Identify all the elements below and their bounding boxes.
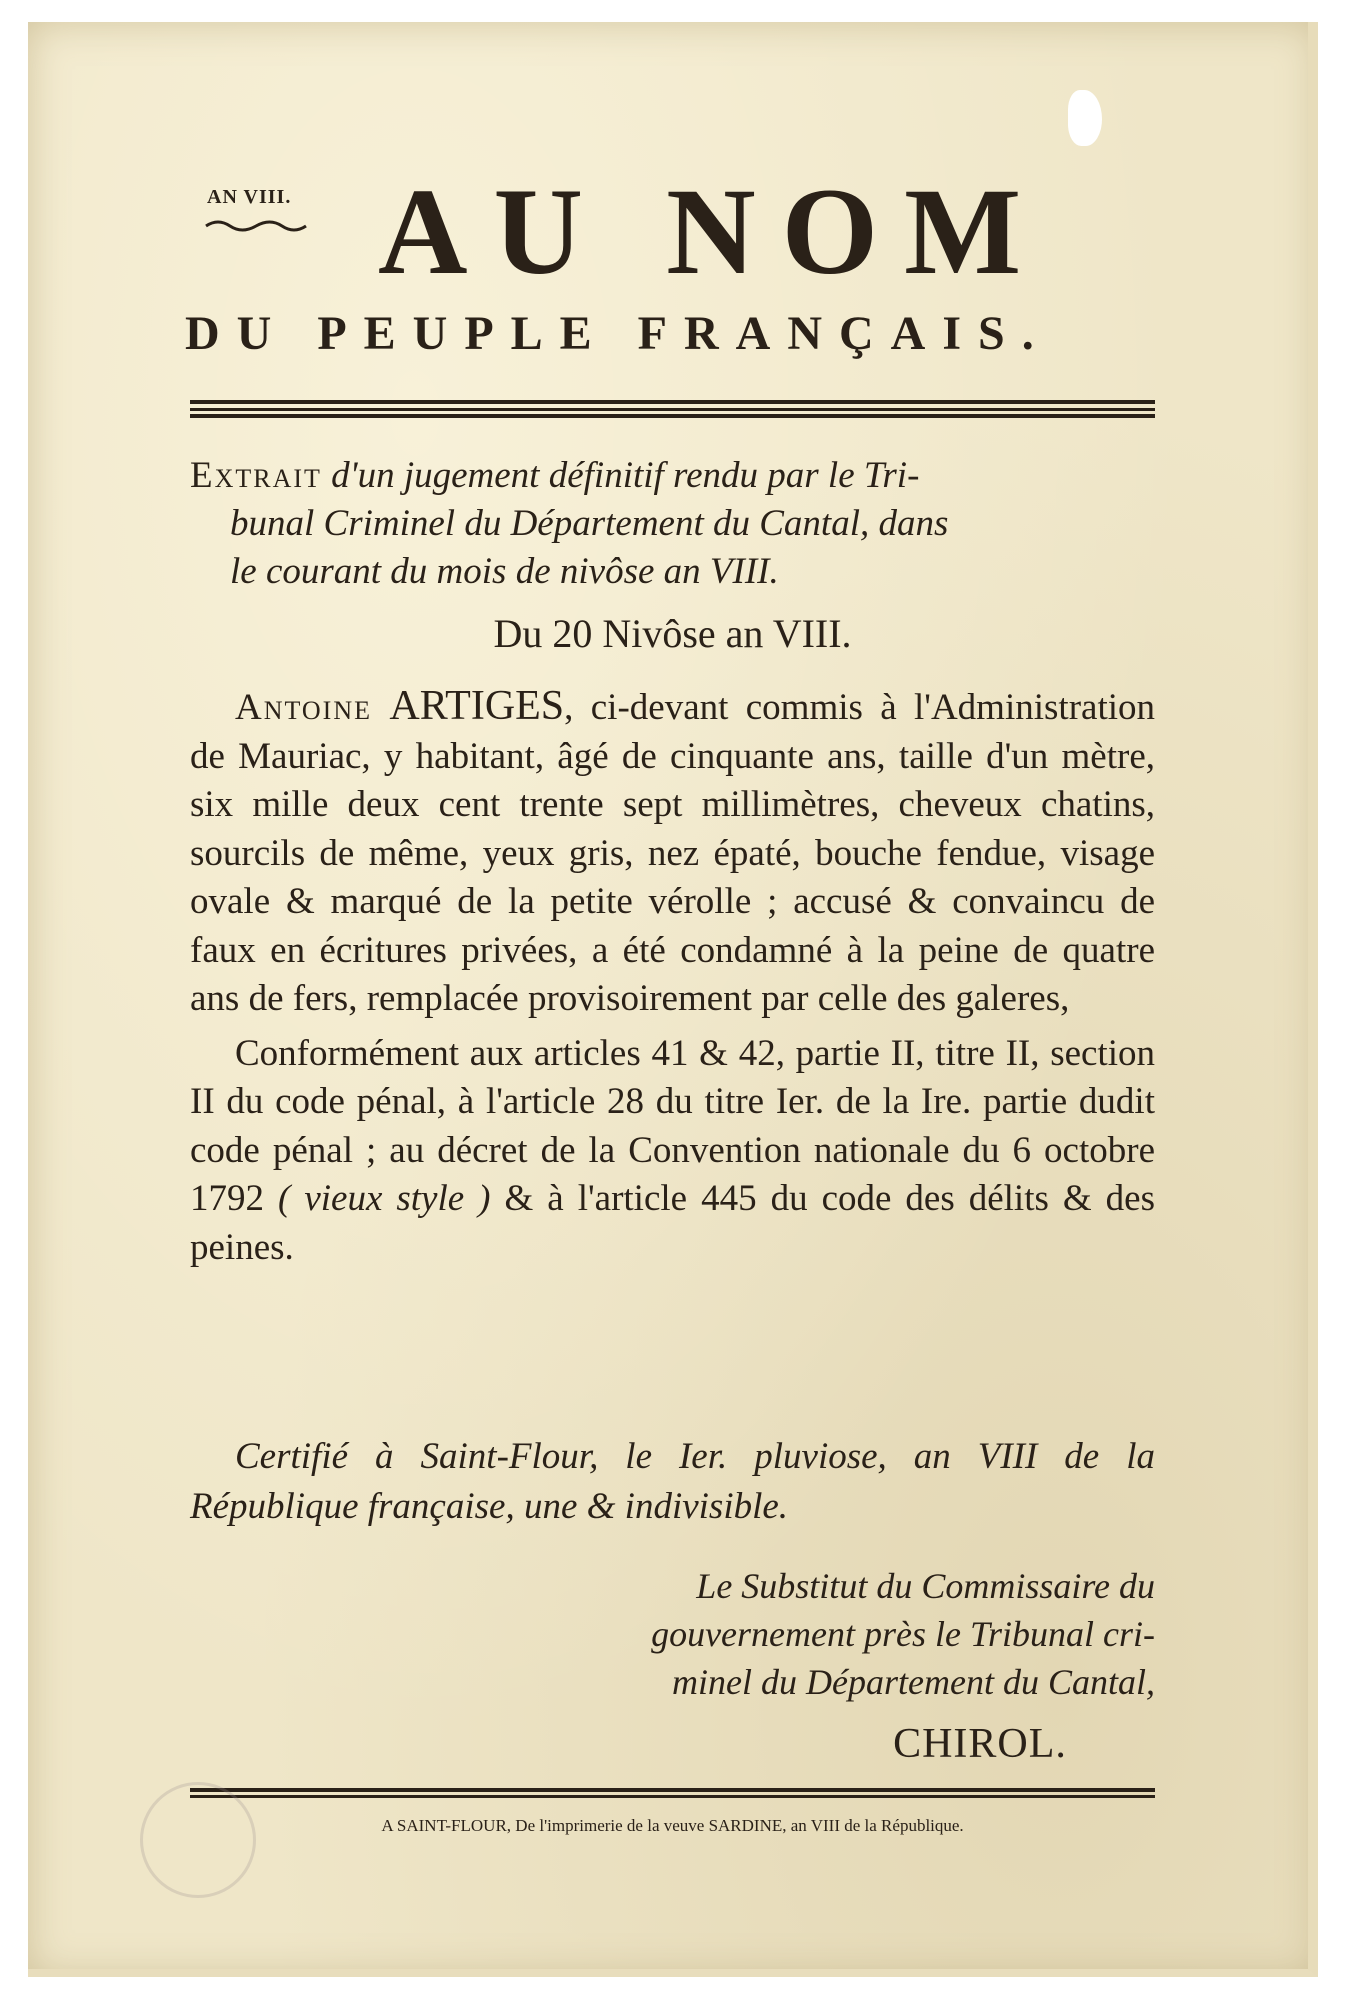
flourish-ornament <box>204 218 308 232</box>
signature-line-2: gouvernement près le Tribunal cri- <box>651 1614 1155 1654</box>
extrait-lead: Extrait <box>190 455 322 496</box>
extrait-heading <box>190 452 1155 596</box>
signature-line-1: Le Substitut du Commissaire du <box>696 1566 1155 1606</box>
signature-line-3: minel du Département du Cantal, <box>672 1662 1155 1702</box>
legal-basis-text: Conformément aux articles 41 & 42, partie II, titre II, section II du code pénal, à l'article 28 du titre Ier. de la Ire. partie dudit code pénal ; au décret de la Convention nationale du 6 octobre 1792 <box>190 1032 1155 1219</box>
sentence-paragraph <box>190 682 1155 1024</box>
certification <box>190 1432 1155 1532</box>
signature-block <box>570 1562 1155 1706</box>
extrait-line-3: le courant du mois de nivôse an VIII. <box>230 551 779 592</box>
paper-tear <box>1068 90 1102 146</box>
defendant-last-name: ARTIGES <box>389 683 565 729</box>
library-stamp <box>140 1782 256 1898</box>
legal-basis-paragraph <box>190 1030 1155 1273</box>
sentence-text: , ci-devant commis à l'Administration de Mauriac, y habitant, âgé de cinquante ans, taille d'un mètre, six mille deux cent trente sept millimètres, cheveux chatins, sourcils de même, yeux gris, nez épaté, bouche fendue, visage ovale & marqué de la petite vérolle ; accusé & convaincu de faux en écritures privées, a été condamné à la peine de quatre ans de fers, remplacée provisoirement par celle des galeres, <box>190 687 1156 1019</box>
judgment-date: Du 20 Nivôse an VIII. <box>493 611 852 656</box>
page-title: AU NOM <box>378 163 1048 300</box>
judgment-body <box>190 682 1155 1272</box>
year-tag: AN VIII. <box>207 186 292 208</box>
top-divider <box>190 400 1155 418</box>
defendant-first-name: Antoine <box>235 687 373 728</box>
page-subtitle: DU PEUPLE FRANÇAIS. <box>185 307 1051 360</box>
certification-text: Certifié à Saint-Flour, le Ier. pluviose, an VIII de la République française, une & indivisible. <box>190 1436 1155 1527</box>
bottom-divider <box>190 1788 1155 1798</box>
printer-imprint: A SAINT-FLOUR, De l'imprimerie de la veuve SARDINE, an VIII de la République. <box>381 1816 964 1835</box>
signer-name: CHIROL. <box>893 1721 1067 1767</box>
legal-basis-end: & à l'article 445 du code des délits & des peines. <box>190 1178 1155 1268</box>
extrait-line-2: bunal Criminel du Département du Cantal, dans <box>230 503 949 544</box>
extrait-line-1: d'un jugement définitif rendu par le Tri- <box>331 455 920 496</box>
legal-basis-style-note: ( vieux style ) <box>278 1178 491 1219</box>
